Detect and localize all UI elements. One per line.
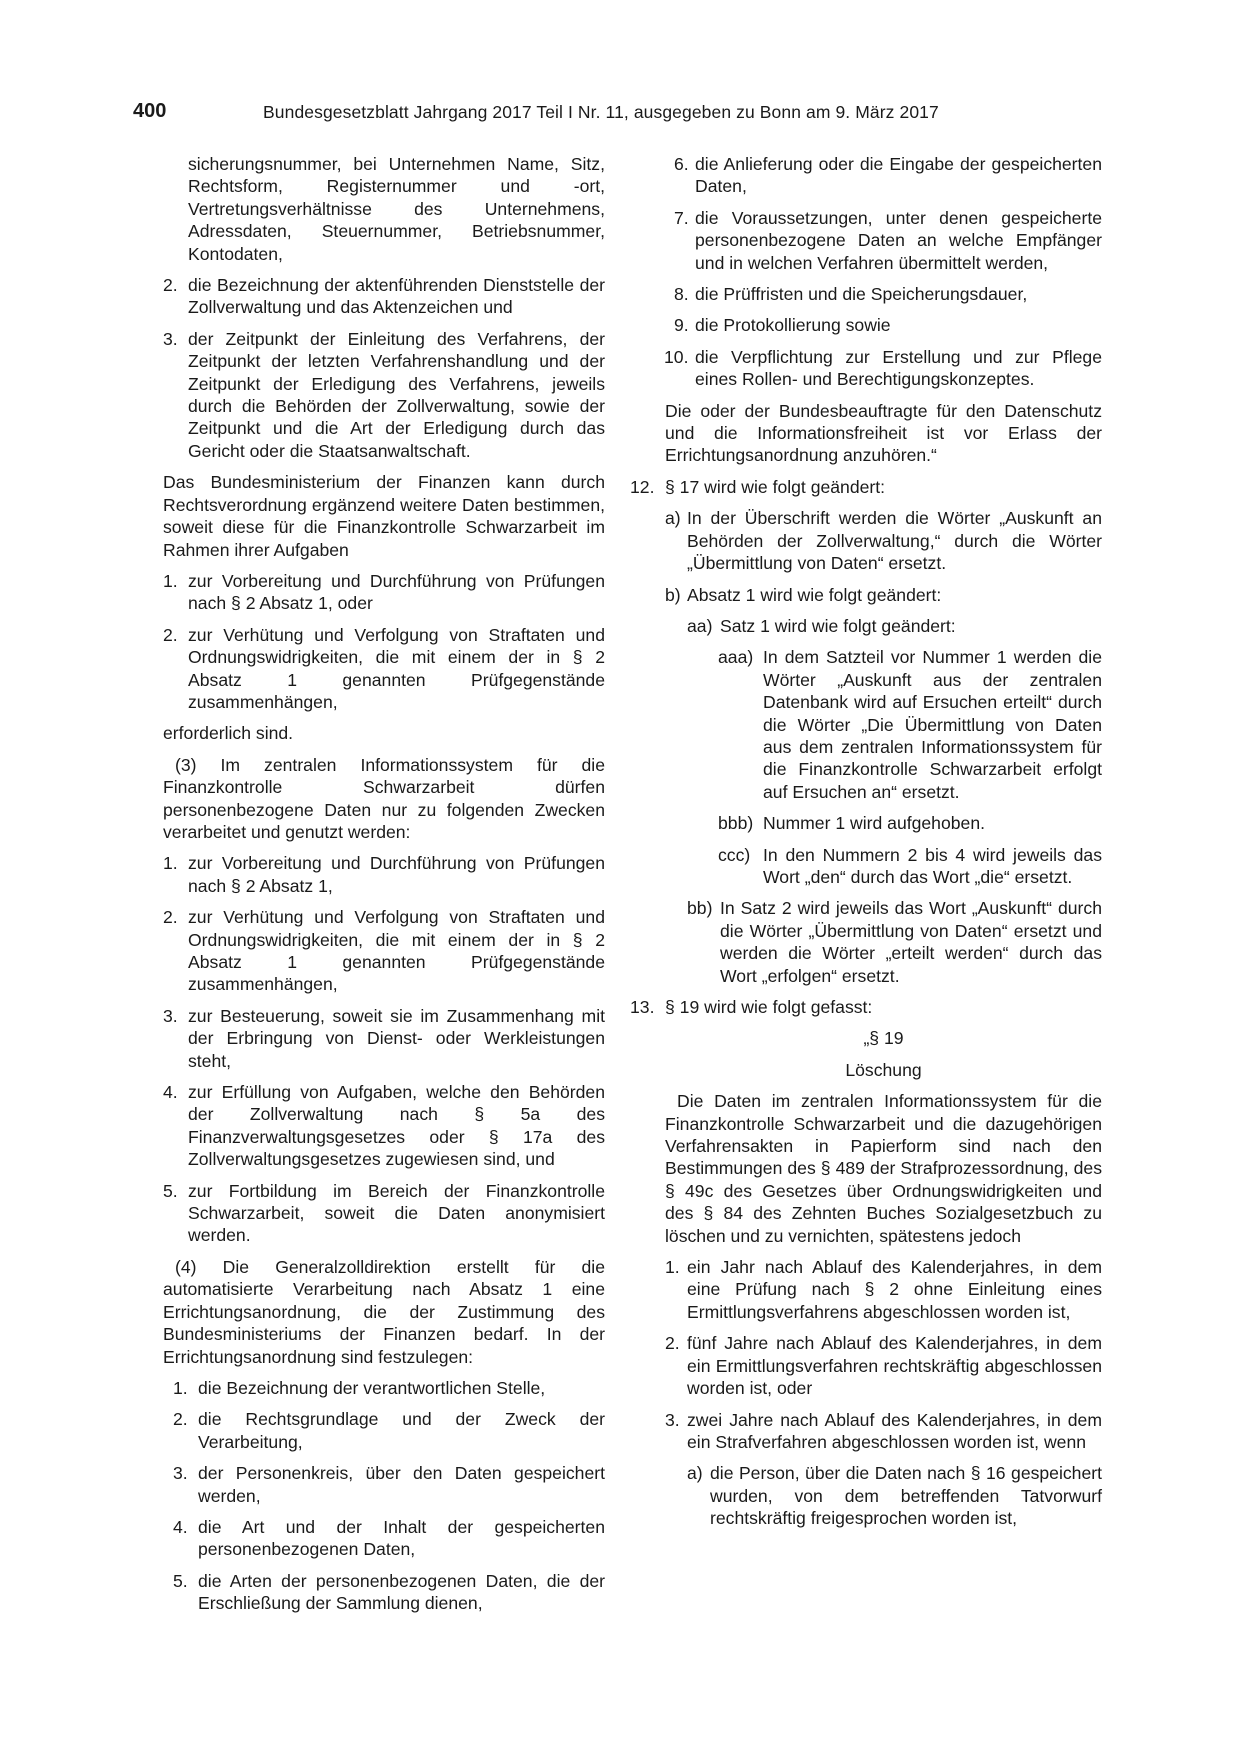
item-number: 8. bbox=[674, 284, 689, 305]
item-text: die Voraussetzungen, unter denen gespeicherte personenbezogene Daten an welche Empfänger und in welchen Verfahren übermittelt werden, bbox=[695, 207, 1102, 273]
item-text: In der Überschrift werden die Wörter „Auskunft an Behörden der Zollverwaltung,“ durch die Wörter „Übermittlung von Daten“ ersetzt. bbox=[687, 508, 1102, 574]
list-item bbox=[163, 1408, 605, 1453]
list-item bbox=[630, 283, 1102, 305]
item-number: 3. bbox=[173, 1463, 188, 1484]
amendment-item bbox=[630, 476, 1102, 498]
item-letter: b) bbox=[665, 584, 681, 605]
amendment-subitem bbox=[630, 646, 1102, 803]
list-item bbox=[630, 1332, 1102, 1399]
item-letter: aaa) bbox=[718, 647, 754, 668]
item-text: zur Fortbildung im Bereich der Finanzkontrolle Schwarzarbeit, soweit die Daten anonymisiert werden. bbox=[188, 1180, 605, 1246]
amendment-subitem bbox=[630, 615, 1102, 637]
list-item bbox=[163, 852, 605, 897]
amendment-subitem bbox=[630, 844, 1102, 889]
list-item bbox=[163, 328, 605, 462]
item-text: die Bezeichnung der verantwortlichen Stelle, bbox=[198, 1377, 546, 1398]
item-text: Satz 1 wird wie folgt geändert: bbox=[720, 615, 956, 636]
item-text: Absatz 1 wird wie folgt geändert: bbox=[687, 584, 942, 605]
item-text: § 19 wird wie folgt gefasst: bbox=[665, 997, 873, 1017]
item-letter: aa) bbox=[687, 615, 713, 636]
item-letter: a) bbox=[665, 508, 681, 529]
item-text: zur Erfüllung von Aufgaben, welche den Behörden der Zollverwaltung nach § 5a des Finanzverwaltungsgesetzes oder § 17a des Zollverwaltungsgesetzes zugewiesen sind, und bbox=[188, 1082, 605, 1170]
list-item bbox=[163, 1462, 605, 1507]
item-number: 1. bbox=[163, 570, 178, 591]
item-number: 3. bbox=[665, 1409, 680, 1430]
section-paragraph: Die Daten im zentralen Informationssystem für die Finanzkontrolle Schwarzarbeit und die dazugehörigen Verfahrensakten in Papierform sind nach den Bestimmungen des § 489 der Strafprozessordnung, des § 49c des Gesetzes über Ordnungswidrigkeiten und des § 84 des Zehnten Buches Sozialgesetzbuch zu löschen und zu vernichten, spätestens jedoch bbox=[665, 1091, 1102, 1246]
item-letter: ccc) bbox=[718, 844, 751, 865]
item-text: der Zeitpunkt der Einleitung des Verfahrens, der Zeitpunkt der letzten Verfahrenshandlung und der Zeitpunkt der Erledigung des Verfahrens, jeweils durch die Behörden der Zollverwaltung, sowie der Zeitpunkt und die Art der Erledigung durch das Gericht oder die Staatsanwaltschaft. bbox=[188, 328, 605, 461]
item-number: 4. bbox=[163, 1082, 178, 1103]
item-number: 5. bbox=[173, 1570, 188, 1591]
item-number: 1. bbox=[173, 1377, 188, 1398]
item-text: der Personenkreis, über den Daten gespeichert werden, bbox=[198, 1463, 605, 1506]
item-text: die Anlieferung oder die Eingabe der gespeicherten Daten, bbox=[695, 154, 1102, 197]
paragraph-absatz-3: (3) Im zentralen Informationssystem für die Finanzkontrolle Schwarzarbeit dürfen personenbezogene Daten nur zu folgenden Zwecken verarbeitet und genutzt werden: bbox=[163, 754, 605, 842]
paragraph-bmf: Das Bundesministerium der Finanzen kann durch Rechtsverordnung ergänzend weitere Daten bestimmen, soweit diese für die Finanzkontrolle Schwarzarbeit im Rahmen ihrer Aufgaben bbox=[163, 472, 605, 560]
item-number: 2. bbox=[163, 275, 178, 296]
item-number: 2. bbox=[665, 1333, 680, 1354]
amendment-subitem bbox=[630, 897, 1102, 987]
list-item bbox=[163, 624, 605, 714]
item-number: 3. bbox=[163, 1005, 178, 1026]
item-text: zwei Jahre nach Ablauf des Kalenderjahres, in dem ein Strafverfahren abgeschlossen worden ist, wenn bbox=[687, 1409, 1102, 1452]
item-text: die Protokollierung sowie bbox=[695, 315, 891, 336]
item-number: 7. bbox=[674, 207, 689, 228]
item-text: In den Nummern 2 bis 4 wird jeweils das Wort „den“ durch das Wort „die“ ersetzt. bbox=[763, 844, 1102, 887]
section-number: „§ 19 bbox=[863, 1028, 904, 1049]
item-number: 2. bbox=[163, 907, 178, 928]
item-number: 1. bbox=[665, 1257, 680, 1278]
item-text: die Person, über die Daten nach § 16 gespeichert wurden, von dem betreffenden Tatvorwurf rechtskräftig freigesprochen worden ist, bbox=[710, 1463, 1102, 1529]
item-letter: a) bbox=[687, 1463, 703, 1484]
item-text: fünf Jahre nach Ablauf des Kalenderjahres, in dem ein Ermittlungsverfahren rechtskräftig abgeschlossen worden ist, oder bbox=[687, 1333, 1102, 1399]
list-item bbox=[630, 1256, 1102, 1323]
item-number: 4. bbox=[173, 1516, 188, 1537]
list-item bbox=[163, 906, 605, 996]
amendment-item bbox=[630, 996, 1102, 1018]
list-item bbox=[630, 153, 1102, 198]
list-item bbox=[630, 207, 1102, 274]
item-number: 2. bbox=[163, 624, 178, 645]
left-column bbox=[163, 153, 605, 1624]
item-text: die Arten der personenbezogenen Daten, die der Erschließung der Sammlung dienen, bbox=[198, 1570, 605, 1614]
item-text: zur Besteuerung, soweit sie im Zusammenhang mit der Erbringung von Dienst- oder Werkleistungen steht, bbox=[188, 1005, 605, 1071]
item-text: die Prüffristen und die Speicherungsdauer, bbox=[695, 284, 1028, 305]
item-number: 6. bbox=[674, 154, 689, 174]
item-number: 9. bbox=[674, 315, 689, 336]
item-number: 13. bbox=[630, 997, 655, 1017]
item-text: In dem Satzteil vor Nummer 1 werden die Wörter „Auskunft aus der zentralen Datenbank wird auf Ersuchen erteilt“ durch die Wörter „Die Übermittlung von Daten aus dem zentralen Informationssystem für die Finanzkontrolle Schwarzarbeit erfolgt auf Ersuchen an“ ersetzt. bbox=[763, 647, 1102, 802]
item-number: 1. bbox=[163, 853, 178, 874]
section-title: Löschung bbox=[845, 1059, 922, 1080]
item-text: zur Verhütung und Verfolgung von Straftaten und Ordnungswidrigkeiten, die mit einem der in § 2 Absatz 1 genannten Prüfgegenstände zusammenhängen, bbox=[188, 907, 605, 995]
list-item bbox=[163, 1081, 605, 1171]
item-number: 2. bbox=[173, 1409, 188, 1430]
page-number: 400 bbox=[133, 100, 167, 122]
item-text: ein Jahr nach Ablauf des Kalenderjahres, in dem eine Prüfung nach § 2 ohne Einleitung eines Ermittlungsverfahrens abgeschlossen worden ist, bbox=[687, 1257, 1102, 1322]
item-text: die Bezeichnung der aktenführenden Dienststelle der Zollverwaltung und das Aktenzeichen und bbox=[188, 275, 605, 318]
item-text: zur Verhütung und Verfolgung von Straftaten und Ordnungswidrigkeiten, die mit einem der in § 2 Absatz 1 genannten Prüfgegenstände zusammenhängen, bbox=[188, 624, 605, 712]
list-item bbox=[163, 1377, 605, 1399]
item-letter: bbb) bbox=[718, 813, 754, 834]
list-item bbox=[163, 1005, 605, 1072]
list-item bbox=[163, 1180, 605, 1247]
item-text: die Verpflichtung zur Erstellung und zur Pflege eines Rollen- und Berechtigungskonzeptes. bbox=[695, 346, 1102, 390]
list-item bbox=[163, 570, 605, 615]
item-letter: bb) bbox=[687, 898, 713, 919]
paragraph-erforderlich: erforderlich sind. bbox=[163, 723, 294, 744]
item-text: die Art und der Inhalt der gespeicherten personenbezogenen Daten, bbox=[198, 1516, 605, 1560]
continued-item-text: sicherungsnummer, bei Unternehmen Name, Sitz, Rechtsform, Registernummer und -ort, Vertretungsverhältnisse des Unternehmens, Adressdaten, Steuernummer, Betriebsnummer, Kontodaten, bbox=[188, 154, 605, 264]
list-item bbox=[630, 346, 1102, 391]
item-text: § 17 wird wie folgt geändert: bbox=[665, 476, 886, 497]
list-subitem bbox=[630, 1462, 1102, 1529]
list-item bbox=[163, 1570, 605, 1615]
item-text: die Rechtsgrundlage und der Zweck der Verarbeitung, bbox=[198, 1409, 605, 1452]
list-item bbox=[163, 274, 605, 319]
list-item bbox=[630, 1409, 1102, 1454]
list-item bbox=[163, 1516, 605, 1561]
paragraph-absatz-4: (4) Die Generalzolldirektion erstellt für die automatisierte Verarbeitung nach Absatz 1 eine Errichtungsanordnung, die der Zustimmung des Bundesministeriums der Finanzen bedarf. In der Errichtungsanordnung sind festzulegen: bbox=[163, 1256, 605, 1367]
amendment-subitem bbox=[630, 812, 1102, 834]
item-number: 5. bbox=[163, 1180, 178, 1201]
item-text: zur Vorbereitung und Durchführung von Prüfungen nach § 2 Absatz 1, oder bbox=[188, 570, 605, 614]
item-text: Nummer 1 wird aufgehoben. bbox=[763, 813, 985, 834]
item-number: 12. bbox=[630, 476, 655, 497]
amendment-subitem bbox=[630, 584, 1102, 606]
item-text: In Satz 2 wird jeweils das Wort „Auskunft“ durch die Wörter „Übermittlung von Daten“ ersetzt und werden die Wörter „erteilt werden“ durch das Wort „erfolgen“ ersetzt. bbox=[720, 898, 1102, 986]
item-number: 10. bbox=[664, 346, 689, 367]
item-text: zur Vorbereitung und Durchführung von Prüfungen nach § 2 Absatz 1, bbox=[188, 853, 605, 896]
right-column bbox=[630, 153, 1102, 1539]
paragraph-bfdi: Die oder der Bundesbeauftragte für den Datenschutz und die Informationsfreiheit ist vor Erlass der Errichtungsanordnung anzuhören.“ bbox=[665, 400, 1102, 466]
list-item bbox=[630, 314, 1102, 336]
amendment-subitem bbox=[630, 507, 1102, 574]
running-header: Bundesgesetzblatt Jahrgang 2017 Teil I Nr. 11, ausgegeben zu Bonn am 9. März 2017 bbox=[263, 102, 939, 122]
item-number: 3. bbox=[163, 328, 178, 349]
